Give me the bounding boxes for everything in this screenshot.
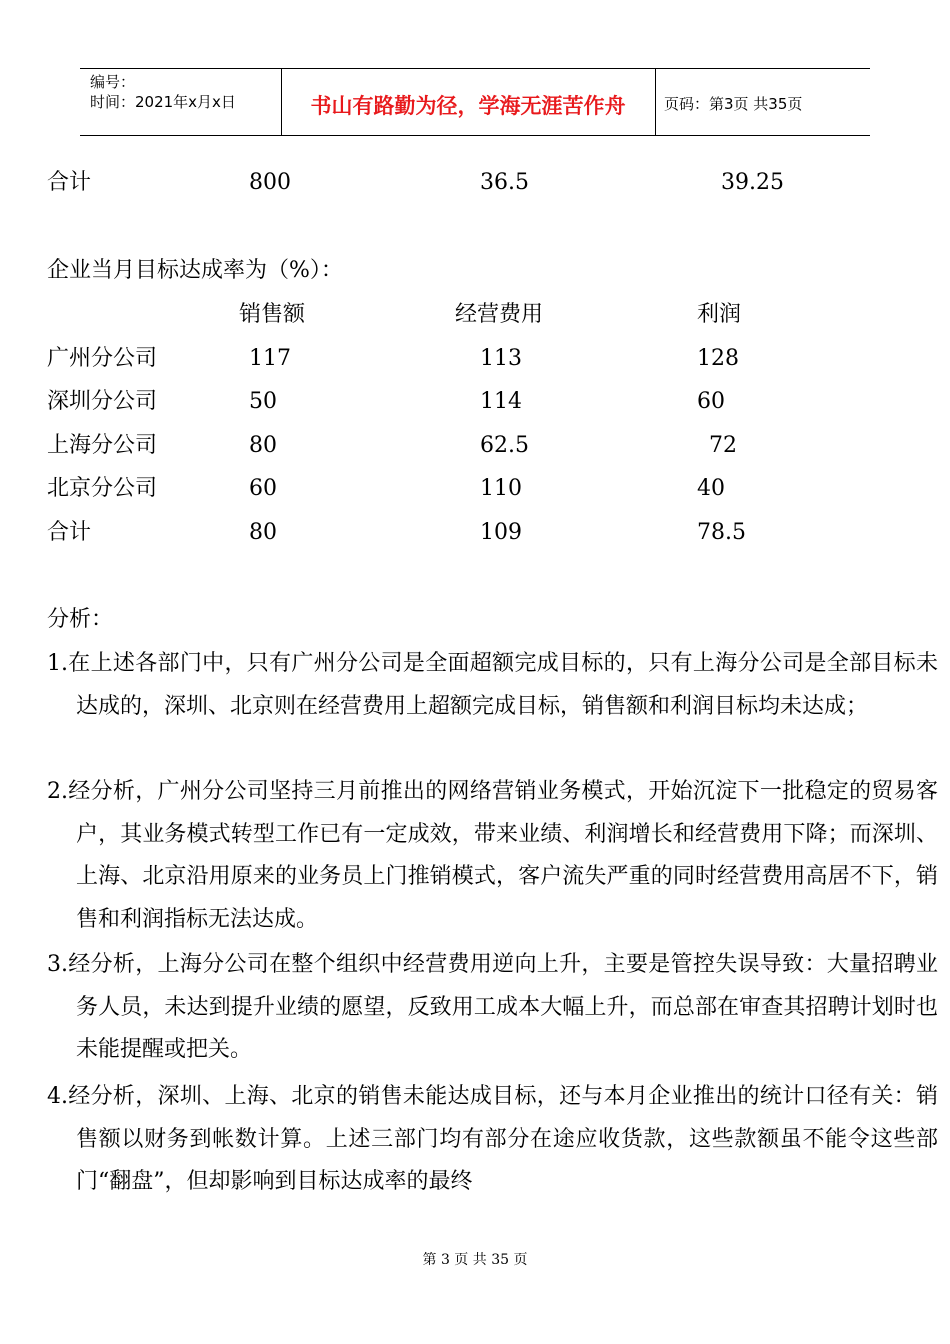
table-cell-expense: 109 [480, 520, 522, 545]
table-cell-expense: 62.5 [480, 433, 529, 458]
table-cell-sales: 60 [249, 476, 277, 501]
header-meta [90, 72, 236, 112]
table-row-name: 合计 [47, 520, 92, 545]
table-row-name: 广州分公司 [47, 346, 158, 371]
rate-section-title: 企业当月目标达成率为（%）： [47, 258, 343, 283]
table-row-name: 深圳分公司 [47, 389, 158, 414]
analysis-item-3: 3.经分析，上海分公司在整个组织中经营费用逆向上升，主要是管控失误导致：大量招聘业务人员，未达到提升业绩的愿望，反致用工成本大幅上升，而总部在审查其招聘计划时也未能提醒或把关。 [47, 952, 938, 1062]
table-cell-expense: 114 [480, 389, 522, 414]
table-cell-sales: 80 [249, 520, 277, 545]
header-bottom-rule [80, 135, 870, 136]
header-motto: 书山有路勤为径，学海无涯苦作舟 [310, 94, 626, 118]
table-cell-profit: 72 [709, 433, 737, 458]
table-cell-profit: 40 [697, 476, 725, 501]
column-header-expense: 经营费用 [455, 302, 544, 327]
table-row-name: 北京分公司 [47, 476, 158, 501]
analysis-item-4: 4.经分析，深圳、上海、北京的销售未能达成目标，还与本月企业推出的统计口径有关：销售额以财务到帐数计算。上述三部门均有部分在途应收货款，这些款额虽不能令这些部门“翻盘”，但却影响到目标达成率的最终 [47, 1084, 938, 1194]
table-cell-profit: 78.5 [697, 520, 746, 545]
table-cell-sales: 117 [249, 346, 291, 371]
header-top-rule [80, 68, 870, 69]
header-time-label: 时间：2021年x月x日 [90, 93, 236, 111]
header-divider-right [655, 68, 656, 135]
analysis-title: 分析： [47, 607, 114, 632]
table-row-name: 上海分公司 [47, 433, 158, 458]
table-cell-expense: 110 [480, 476, 522, 501]
page-footer: 第 3 页 共 35 页 [422, 1252, 528, 1268]
table-cell-sales: 80 [249, 433, 277, 458]
top-total-col3: 39.25 [721, 170, 784, 195]
header-number-label: 编号： [90, 73, 136, 91]
top-total-col1: 800 [249, 170, 291, 195]
header-page-info: 页码：第3页 共35页 [664, 95, 803, 113]
column-header-sales: 销售额 [239, 302, 306, 327]
top-total-label: 合计 [47, 170, 92, 195]
table-cell-profit: 128 [697, 346, 739, 371]
column-header-profit: 利润 [697, 302, 742, 327]
analysis-item-1: 1.在上述各部门中，只有广州分公司是全面超额完成目标的，只有上海分公司是全部目标未达成的，深圳、北京则在经营费用上超额完成目标，销售额和利润目标均未达成； [47, 651, 938, 719]
table-cell-expense: 113 [480, 346, 522, 371]
analysis-item-2: 2.经分析，广州分公司坚持三月前推出的网络营销业务模式，开始沉淀下一批稳定的贸易客户，其业务模式转型工作已有一定成效，带来业绩、利润增长和经营费用下降；而深圳、上海、北京沿用原来的业务员上门推销模式，客户流失严重的同时经营费用高居不下，销售和利润指标无法达成。 [47, 779, 938, 932]
top-total-col2: 36.5 [480, 170, 529, 195]
table-cell-profit: 60 [697, 389, 725, 414]
table-cell-sales: 50 [249, 389, 277, 414]
